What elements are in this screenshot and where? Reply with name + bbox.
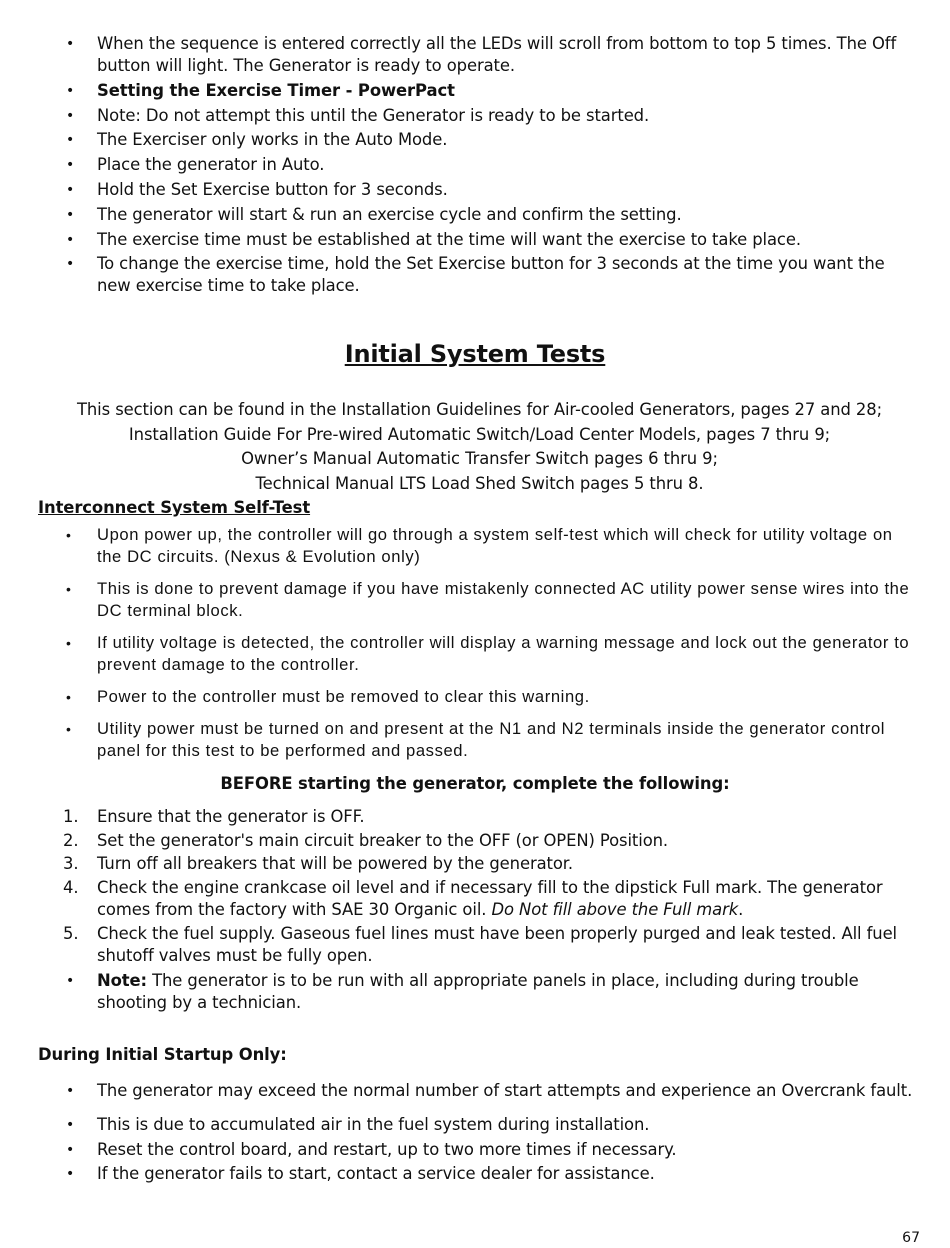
bullet: • [66,1141,75,1158]
bullet: • [66,206,75,223]
list-item [0,105,950,127]
list-item-text: Hold the Set Exercise button for 3 seconds. [97,179,448,199]
bullet: • [66,157,75,174]
step-emphasis: Do Not fill above the Full mark [491,899,739,919]
list-item-text: If the generator fails to start, contact a service dealer for assistance. [97,1164,655,1184]
note-label: Note: [97,970,147,990]
reference-line: This section can be found in the Installation Guidelines for Air-cooled Generators, pages 27 and 28; [76,400,882,419]
list-item [0,686,950,708]
self-test-list [0,524,950,772]
startup-steps-list [0,806,950,1015]
note-text: The generator is to be run with all appropriate panels in place, including during trouble shooting by a technician. [97,970,859,1012]
list-item [0,33,950,77]
initial-startup-list [0,1080,950,1188]
list-item [0,632,950,676]
list-item-text: The generator will start & run an exercise cycle and confirm the setting. [97,204,682,224]
list-item-text: Reset the control board, and restart, up to two more times if necessary. [97,1139,677,1159]
list-item [0,204,950,226]
bullet: • [66,132,75,149]
list-item [0,179,950,201]
list-item [0,578,950,622]
page-number: 67 [902,1230,920,1246]
list-item-text: Note: Do not attempt this until the Generator is ready to be started. [97,105,650,125]
step-text: Check the engine crankcase oil level and if necessary fill to the dipstick Full mark. The generator comes from the factory with SAE 30 Organic oil. [97,877,883,919]
bullet: • [66,1166,75,1183]
exercise-timer-heading: Setting the Exercise Timer - PowerPact [97,80,455,100]
before-starting-heading: BEFORE starting the generator, complete the following: [220,774,730,793]
step-text: Ensure that the generator is OFF. [97,807,365,826]
step-text: Set the generator's main circuit breaker to the OFF (or OPEN) Position. [97,830,669,850]
self-test-heading: Interconnect System Self-Test [38,498,311,517]
reference-line: Installation Guide For Pre-wired Automatic Switch/Load Center Models, pages 7 thru 9; [128,424,831,444]
bullet: • [66,107,75,124]
reference-line: Technical Manual LTS Load Shed Switch pages 5 thru 8. [255,473,704,493]
list-item-text: Power to the controller must be removed to clear this warning. [97,687,590,706]
list-item-text: Upon power up, the controller will go through a system self-test which will check for utility voltage on the DC circuits. (Nexus & Evolution only) [97,525,893,566]
numbered-step [0,877,950,921]
bullet: • [66,581,72,597]
list-item [0,1114,950,1136]
numbered-step [0,830,950,852]
bullet: • [66,1083,75,1099]
bullet: • [66,256,75,273]
bullet: • [66,1117,75,1133]
step-number: 3. [63,854,79,873]
list-item [0,253,950,297]
exercise-timer-list [0,33,950,300]
list-item [0,1139,950,1161]
bullet: • [66,82,75,99]
numbered-step [0,853,950,875]
list-item-text: Place the generator in Auto. [97,155,325,175]
step-number: 4. [63,877,79,897]
list-item [0,524,950,568]
initial-startup-heading: During Initial Startup Only: [38,1045,287,1064]
list-item [0,154,950,176]
step-text: Turn off all breakers that will be powered by the generator. [97,854,574,873]
step-text: Check the fuel supply. Gaseous fuel lines must have been properly purged and leak tested. All fuel shutoff valves must be fully open. [97,924,898,965]
step-number: 5. [63,924,79,943]
numbered-step [0,806,950,828]
list-item [0,718,950,762]
note-item [0,970,950,1014]
step-number: 2. [63,830,79,850]
list-item [0,80,950,102]
bullet: • [66,721,72,737]
list-item-text: The exercise time must be established at the time will want the exercise to take place. [97,229,801,249]
step-number: 1. [63,807,79,826]
bullet: • [66,231,75,248]
list-item-text: To change the exercise time, hold the Set Exercise button for 3 seconds at the time you want the new exercise time to take place. [97,254,885,296]
list-item-text: If utility voltage is detected, the controller will display a warning message and lock out the generator to prevent damage to the controller. [97,633,910,674]
bullet: • [66,635,72,651]
bullet: • [66,527,72,543]
list-item-text: This is done to prevent damage if you have mistakenly connected AC utility power sense wires into the DC terminal block. [97,579,910,620]
list-item [0,1080,950,1102]
numbered-step [0,923,950,967]
list-item-text: When the sequence is entered correctly all the LEDs will scroll from bottom to top 5 times. The Off button will light. The Generator is ready to operate. [97,34,897,75]
list-item-text: This is due to accumulated air in the fuel system during installation. [97,1115,650,1134]
bullet: • [66,689,72,705]
list-item [0,129,950,151]
bullet: • [66,36,75,52]
list-item [0,229,950,251]
list-item-text: Utility power must be turned on and present at the N1 and N2 terminals inside the generator control panel for this test to be performed and passed. [97,719,886,760]
reference-line: Owner’s Manual Automatic Transfer Switch pages 6 thru 9; [241,449,718,469]
step-text-end: . [738,899,744,919]
reference-paragraph [0,398,950,496]
section-title: Initial System Tests [344,340,606,368]
list-item [0,1163,950,1185]
list-item-text: The Exerciser only works in the Auto Mode. [97,130,448,150]
bullet: • [66,181,75,198]
bullet: • [66,972,75,989]
list-item-text: The generator may exceed the normal number of start attempts and experience an Overcrank fault. [97,1081,913,1100]
